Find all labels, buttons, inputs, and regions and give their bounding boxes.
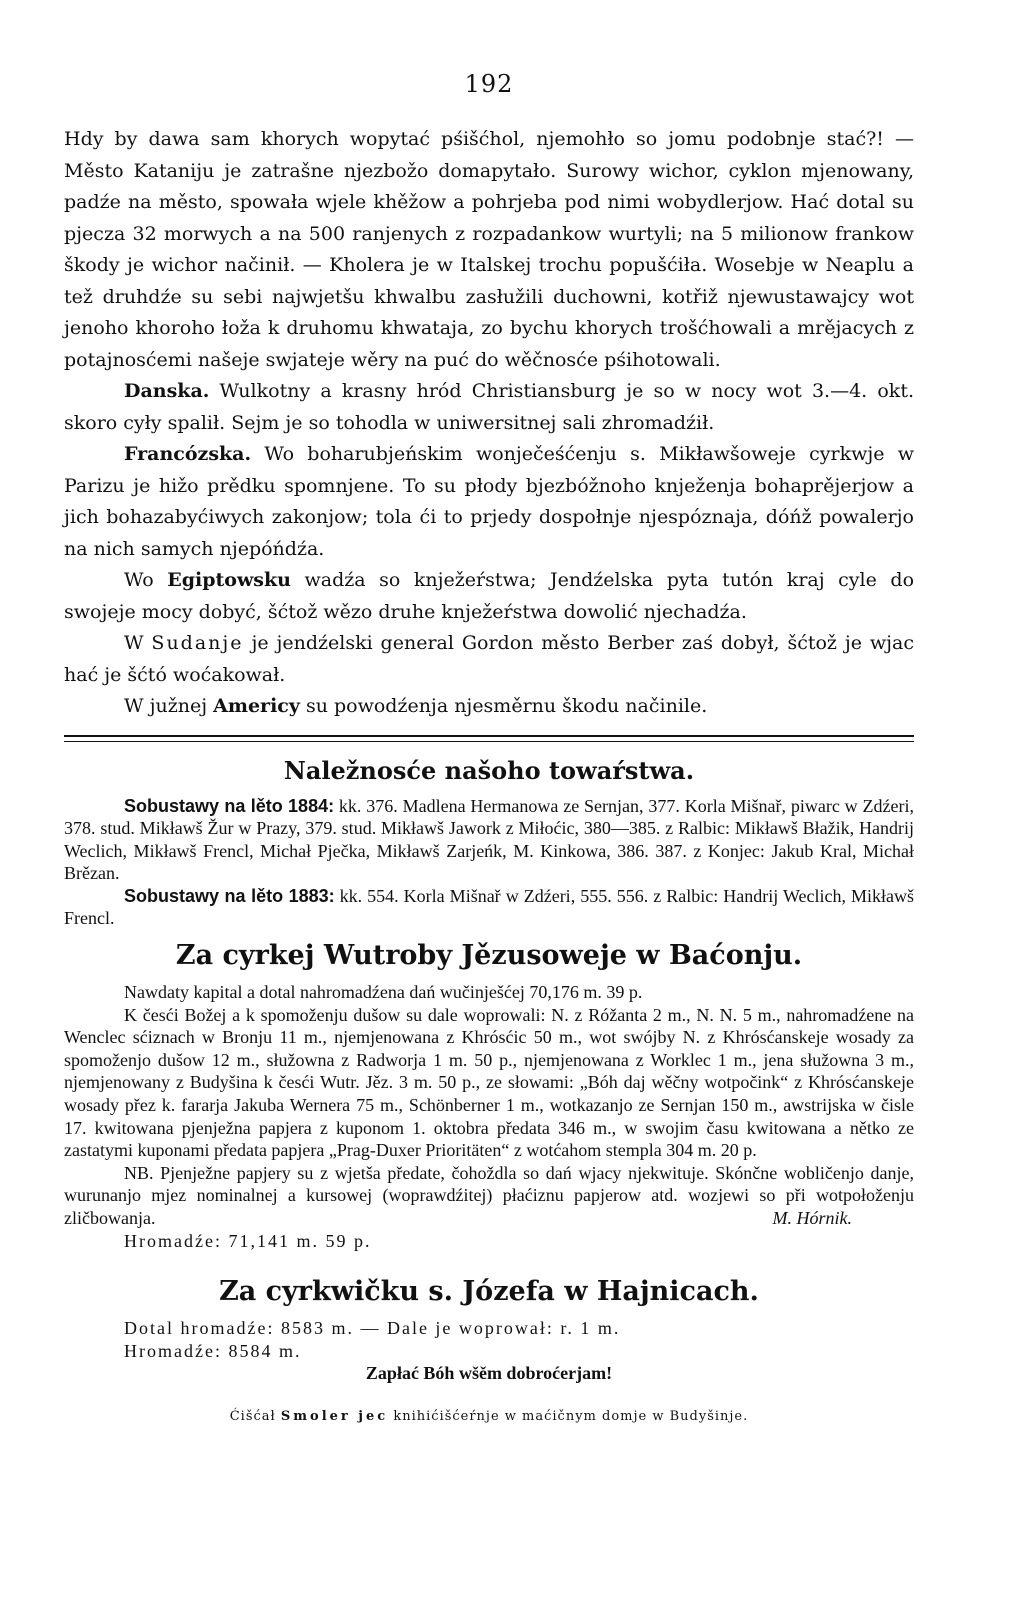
news-text: je jendźelski general Gordon město Berber zaś dobył, šćtož je wjac hać je šćtó woćakował.: [64, 632, 914, 686]
news-paragraph: Hdy by dawa sam khorych wopytać pśišćhol, njemohło so jomu podobnje stać?! — Město Kataniju je zatrašne njezbožo domapytało. Surowy wichor, cyklon mjenowany, padźe na město, spowała wjele khěžow a pohrjeba pod nimi wobydlerjow. Hać dotal su pjecza 32 morwych a na 500 ranjenych z rozpadankow wurtyli; na 5 milionow frankow škody je wichor načinił. — Kholera je w Italskej trochu popušćiła. Wosebje w Neaplu a tež druhdźe su sebi najwjetšu khwalbu zasłužili duchowni, kotřiž njewustawajcy wot jenoho khoroho łoža k druhomu khwataja, zo bychu khorych trošćhowali a mrějacych z potajnosćemi našeje swjateje wěry na puć do wěčnosće pśihotowali.: [64, 128, 914, 371]
country-heading: Sudanje: [151, 632, 244, 654]
donations-paragraph: K česći Božej a k spomoženju dušow su dale woprowali: N. z Róžanta 2 m., N. N. 5 m., nahromadźene na Wenclec sćiznach w Bronju 11 m., njemjenowana z Khrósćic 50 m., wot swójby N. z Khrósćanskeje wosady za spomoženjo dušow 12 m., słužowna z Radworja 1 m. 50 p., njemjenowana z Worklec 1 m., jena słužowna 3 m., njemjenowany z Budyšina k česći Wutr. Jěz. 3 m. 50 p., ze słowami: „Bóh daj wěčny wotpočink“ z Khrósćanskeje wosady přez k. fararja Jakuba Wernera 75 m., Schönberner 1 m., wotkazanjo ze Sernjan 150 m., awstrijska w čisle 17. kwitowana pjenježna papjera z kuponom 1. oktobra předata 346 m., w swojim času kwitowana a nětko ze zastatymi kuponami předata papjera „Prag-Duxer Prioritäten“ z wotćahom stempla 304 m. 20 p.: [64, 1004, 914, 1161]
news-text: W južnej: [124, 695, 214, 717]
note-text: NB. Pjenježne papjery su z wjetša předate, čohoždla so dań wjacy njekwituje. Skónčne wobličenjo danje, wurunanjo mjez nominalnej a kursowej (woprawdźitej) płaćiznu papjerow atd. wozjewi so při wotpołoženju zličbowanja.: [64, 1162, 914, 1228]
section-title: Za cyrkej Wutroby Jězusoweje w Baćonju.: [175, 940, 803, 972]
news-section: [64, 124, 914, 723]
country-heading: Danska.: [124, 380, 210, 402]
news-text: su powodźenja njesměrnu škodu načinile.: [299, 695, 708, 717]
country-heading: Americy: [213, 695, 300, 717]
news-text: Wulkotny a krasny hród Christiansburg je so w nocy wot 3.—4. okt. skoro cyły spalił. Sejm je so tohodla w uniwersitnej sali zhromadźił.: [64, 380, 914, 434]
members-text: kk. 376. Madlena Hermanowa ze Sernjan, 377. Korla Mišnař, piwarc w Zdźeri, 378. stud. Mikławš Žur w Prazy, 379. stud. Mikławš Jawork z Miłoćic, 380—385. z Ralbic: Mikławš Błažik, Handrij Weclich, Mikławš Frencl, Michał Pječka, Mikławš Zarjeńk, M. Kinkowa, 386. 387. z Konjec: Jakub Kral, Michał Brězan.: [64, 795, 914, 884]
printer-name: Smoler jec: [280, 1408, 389, 1424]
printer-imprint: Ćišćał Smoler jec knihićišćeŕnje w maćičnym domje w Budyšinje.: [229, 1408, 749, 1424]
news-paragraph: [64, 628, 914, 691]
members-1884: [64, 795, 914, 885]
page-number: 192: [464, 70, 514, 98]
total-line: Dotal hromadźe: 8583 m. — Dale je woprował: r. 1 m.: [124, 1318, 621, 1339]
section-divider: [64, 735, 914, 742]
members-text: kk. 554. Korla Mišnař w Zdźeri, 555. 556. z Ralbic: Handrij Weclich, Mikławš Frencl.: [64, 885, 914, 929]
news-text: Wo boharubjeńskim wonječeśćenju s. Mikławšoweje cyrkwje w Parizu je hižo prědku spomnjene. To su płody bjezbóžnoho knježenja bohaprějerjow a jich bohazabyćiwych zakonjow; tola ći to prjedy dospołnje njespóznaja, dóńž powalerjo na nich samych njepóńdźa.: [64, 443, 914, 560]
society-section: [64, 756, 914, 931]
thanks-line: Zapłać Bóh wšěm dobroćerjam!: [365, 1363, 613, 1384]
church-bacon-section: [64, 940, 914, 1252]
members-label: Sobustawy na lěto 1883:: [124, 885, 335, 906]
note-paragraph: [64, 1162, 914, 1230]
section-title: Naležnosće našoho towaŕstwa.: [283, 755, 695, 785]
news-paragraph: [64, 691, 914, 723]
country-heading: Egiptowsku: [167, 569, 291, 591]
news-paragraph: [64, 565, 914, 628]
members-label: Sobustawy na lěto 1884:: [124, 795, 335, 816]
news-paragraph: [64, 439, 914, 565]
news-paragraph: [64, 376, 914, 439]
news-text: W: [124, 632, 152, 654]
total-line: Hromadźe: 8584 m.: [124, 1340, 302, 1361]
page: [64, 70, 914, 1424]
total-line: Hromadźe: 71,141 m. 59 p.: [124, 1230, 372, 1251]
section-title: Za cyrkwičku s. Józefa w Hajnicach.: [219, 1276, 759, 1308]
country-heading: Francózska.: [124, 443, 252, 465]
news-text: Wo: [124, 569, 168, 591]
news-text: wadźa so knježeŕstwa; Jendźelska pyta tutón kraj cyle do swojeje mocy dobyć, šćtož wězo druhe knježeŕstwa dowolić njechadźa.: [64, 569, 915, 623]
church-hajnicy-section: [64, 1276, 914, 1385]
capital-line: Nawdaty kapital a dotal nahromadźena dań wučinješćej 70,176 m. 39 p.: [124, 982, 643, 1003]
members-1883: [64, 885, 914, 930]
signature: M. Hórnik.: [772, 1208, 852, 1228]
